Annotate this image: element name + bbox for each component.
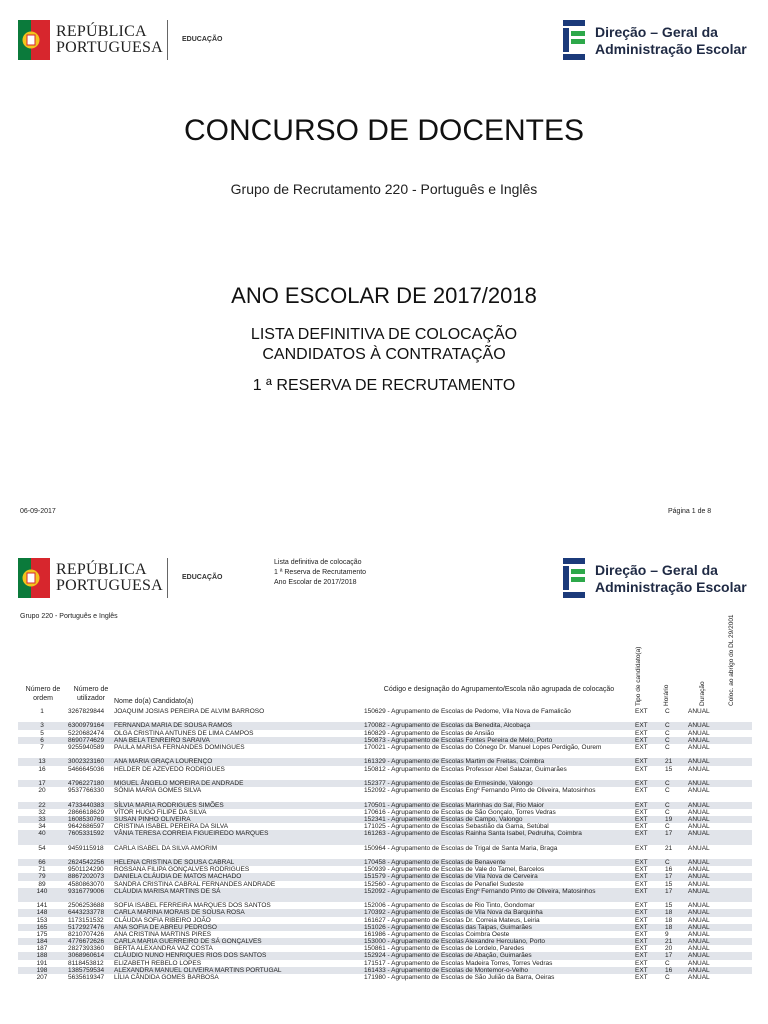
escola-cell: 170392 - Agrupamento de Escolas de Vila Nova da Barquinha bbox=[364, 909, 543, 917]
duracao-cell: ANUAL bbox=[688, 844, 710, 852]
duracao-cell: ANUAL bbox=[688, 722, 710, 730]
escola-cell: 161627 - Agrupamento de Escolas Dr. Correia Mateus, Leiria bbox=[364, 916, 540, 924]
nome-cell: HELDER DE AZEVEDO RODRIGUES bbox=[114, 765, 225, 773]
tipo-cell: EXT bbox=[635, 815, 648, 823]
tipo-cell: EXT bbox=[635, 808, 648, 816]
list-title-line-2: CANDIDATOS À CONTRATAÇÃO bbox=[262, 346, 506, 363]
utilizador-cell: 3068960614 bbox=[68, 952, 105, 960]
ordem-cell: 13 bbox=[38, 758, 46, 766]
duracao-cell: ANUAL bbox=[688, 974, 710, 982]
utilizador-cell: 7605331592 bbox=[68, 830, 105, 838]
utilizador-cell: 4796227180 bbox=[68, 779, 105, 787]
tipo-cell: EXT bbox=[635, 779, 648, 787]
horario-cell: 19 bbox=[665, 815, 673, 823]
horario-cell: 18 bbox=[665, 909, 673, 917]
ordem-cell: 54 bbox=[38, 844, 46, 852]
escola-cell: 160829 - Agrupamento de Escolas de Ansião bbox=[364, 729, 495, 737]
escola-cell: 150629 - Agrupamento de Escolas de Pedome, Vila Nova de Famalicão bbox=[364, 708, 571, 715]
table-row bbox=[18, 766, 752, 780]
duracao-cell: ANUAL bbox=[688, 873, 710, 881]
duracao-cell: ANUAL bbox=[688, 938, 710, 946]
horario-cell: C bbox=[665, 779, 670, 787]
table-row bbox=[18, 809, 752, 816]
utilizador-cell: 2624542256 bbox=[68, 859, 105, 867]
duracao-cell: ANUAL bbox=[688, 859, 710, 867]
escola-cell: 152092 - Agrupamento de Escolas Engº Fernando Pinto de Oliveira, Matosinhos bbox=[364, 787, 596, 795]
ordem-cell: 188 bbox=[36, 952, 48, 960]
school-year-title: ANO ESCOLAR DE 2017/2018 bbox=[231, 283, 537, 308]
escola-cell: 152924 - Agrupamento de Escolas de Abação, Guimarães bbox=[364, 952, 532, 960]
table-row bbox=[18, 830, 752, 844]
horario-cell: 18 bbox=[665, 916, 673, 924]
escola-cell: 170616 - Agrupamento de Escolas de São Gonçalo, Torres Vedras bbox=[364, 808, 556, 816]
recruitment-group-subtitle: Grupo de Recrutamento 220 - Português e Inglês bbox=[230, 181, 538, 197]
utilizador-cell: 5172927476 bbox=[68, 923, 105, 931]
escola-cell: 152092 - Agrupamento de Escolas Engº Fernando Pinto de Oliveira, Matosinhos bbox=[364, 887, 596, 895]
tipo-cell: EXT bbox=[635, 844, 648, 852]
reserve-title: 1 ª RESERVA DE RECRUTAMENTO bbox=[252, 377, 516, 394]
dgae-text: Direção – Geral da Administração Escolar bbox=[595, 24, 747, 57]
ordem-cell: 191 bbox=[36, 959, 48, 967]
horario-cell: C bbox=[665, 736, 670, 744]
utilizador-cell: 2866618629 bbox=[68, 808, 105, 816]
ordem-cell: 3 bbox=[40, 722, 44, 730]
tipo-cell: EXT bbox=[635, 830, 648, 838]
utilizador-cell: 3267829844 bbox=[68, 708, 105, 715]
utilizador-cell: 9255940589 bbox=[68, 743, 105, 751]
page1-header bbox=[0, 12, 768, 72]
utilizador-cell: 3002323160 bbox=[68, 758, 105, 766]
ordem-cell: 40 bbox=[38, 830, 46, 838]
ordem-cell: 6 bbox=[40, 736, 44, 744]
escola-cell: 171980 - Agrupamento de Escolas de São Julião da Barra, Oeiras bbox=[364, 974, 555, 982]
duracao-cell: ANUAL bbox=[688, 815, 710, 823]
escola-cell: 150964 - Agrupamento de Escolas de Trigal de Santa Maria, Braga bbox=[364, 844, 558, 852]
table-row bbox=[18, 952, 752, 959]
nome-cell: OLGA CRISTINA ANTUNES DE LIMA CAMPOS bbox=[114, 729, 254, 737]
duracao-cell: ANUAL bbox=[688, 923, 710, 931]
utilizador-cell: 4733440383 bbox=[68, 801, 105, 809]
list-title bbox=[0, 325, 768, 365]
footer-date: 06-09-2017 bbox=[20, 508, 56, 515]
ordem-cell: 66 bbox=[38, 859, 46, 867]
republica-portuguesa-text: REPÚBLICA PORTUGUESA bbox=[56, 561, 163, 594]
utilizador-cell: 5466645036 bbox=[68, 765, 105, 773]
horario-cell: 15 bbox=[665, 902, 673, 910]
tipo-cell: EXT bbox=[635, 909, 648, 917]
horario-cell: 16 bbox=[665, 866, 673, 874]
duracao-cell: ANUAL bbox=[688, 787, 710, 795]
utilizador-cell: 6443233778 bbox=[68, 909, 105, 917]
nome-cell: SANDRA CRISTINA CABRAL FERNANDES ANDRADE bbox=[114, 880, 276, 888]
header-ordem: Número de ordem bbox=[25, 686, 61, 702]
duracao-cell: ANUAL bbox=[688, 952, 710, 960]
escola-cell: 161263 - Agrupamento de Escolas Rainha Santa Isabel, Pedrulha, Coimbra bbox=[364, 830, 582, 838]
horario-cell: C bbox=[665, 974, 670, 982]
tipo-cell: EXT bbox=[635, 736, 648, 744]
duracao-cell: ANUAL bbox=[688, 743, 710, 751]
dgae-mark-icon bbox=[563, 20, 585, 60]
utilizador-cell: 4580863070 bbox=[68, 880, 105, 888]
duracao-cell: ANUAL bbox=[688, 765, 710, 773]
table-row bbox=[18, 917, 752, 924]
logo-separator bbox=[167, 558, 168, 598]
nome-cell: FERNANDA MARIA DE SOUSA RAMOS bbox=[114, 722, 233, 730]
escola-cell: 150861 - Agrupamento de Escolas de Lordelo, Paredes bbox=[364, 945, 525, 953]
duracao-cell: ANUAL bbox=[688, 916, 710, 924]
nome-cell: ROSSANA FILIPA GONÇALVES RODRIGUES bbox=[114, 866, 250, 874]
nome-cell: ANA BELA TENREIRO SARAIVA bbox=[114, 736, 210, 744]
nome-cell: VÂNIA TERESA CORREIA FIGUEIREDO MARQUES bbox=[114, 830, 269, 838]
table-row bbox=[18, 967, 752, 974]
escola-cell: 161329 - Agrupamento de Escolas Martim de Freitas, Coimbra bbox=[364, 758, 545, 766]
header-escola: Código e designação do Agrupamento/Escola não agrupada de colocação bbox=[383, 686, 615, 693]
tipo-cell: EXT bbox=[635, 866, 648, 874]
nome-cell: SOFIA ISABEL FERREIRA MARQUES DOS SANTOS bbox=[114, 902, 271, 910]
list-title-line-1: LISTA DEFINITIVA DE COLOCAÇÃO bbox=[250, 326, 518, 343]
dgae-logo bbox=[563, 556, 753, 600]
tipo-cell: EXT bbox=[635, 923, 648, 931]
ordem-cell: 20 bbox=[38, 787, 46, 795]
table-row bbox=[18, 902, 752, 909]
escola-cell: 152006 - Agrupamento de Escolas de Rio Tinto, Gondomar bbox=[364, 902, 535, 910]
escola-cell: 150812 - Agrupamento de Escolas Professor Abel Salazar, Guimarães bbox=[364, 765, 567, 773]
duracao-cell: ANUAL bbox=[688, 779, 710, 787]
header-horario: Horário bbox=[663, 684, 670, 706]
duracao-cell: ANUAL bbox=[688, 823, 710, 831]
ordem-cell: 140 bbox=[36, 887, 48, 895]
nome-cell: ANA MARIA GRAÇA LOURENÇO bbox=[114, 758, 213, 766]
horario-cell: 15 bbox=[665, 765, 673, 773]
escola-cell: 170021 - Agrupamento de Escolas do Cónego Dr. Manuel Lopes Perdigão, Ourem bbox=[364, 743, 602, 751]
nome-cell: HELENA CRISTINA DE SOUSA CABRAL bbox=[114, 859, 235, 867]
ordem-cell: 187 bbox=[36, 945, 48, 953]
tipo-cell: EXT bbox=[635, 974, 648, 982]
utilizador-cell: 4776672626 bbox=[68, 938, 105, 946]
tipo-cell: EXT bbox=[635, 887, 648, 895]
utilizador-cell: 5220682474 bbox=[68, 729, 105, 737]
horario-cell: C bbox=[665, 808, 670, 816]
horario-cell: 21 bbox=[665, 938, 673, 946]
nome-cell: CLÁUDIA MARISA MARTINS DE SÁ bbox=[114, 887, 221, 895]
escola-cell: 150939 - Agrupamento de Escolas de Vale do Tamel, Barcelos bbox=[364, 866, 545, 874]
duracao-cell: ANUAL bbox=[688, 887, 710, 895]
nome-cell: JOAQUIM JOSIAS PEREIRA DE ALVIM BARROSO bbox=[114, 708, 265, 715]
duracao-cell: ANUAL bbox=[688, 801, 710, 809]
table-row bbox=[18, 787, 752, 801]
escola-cell: 152341 - Agrupamento de Escolas de Campo, Valongo bbox=[364, 815, 523, 823]
educacao-label: EDUCAÇÃO bbox=[182, 36, 223, 43]
escola-cell: 152377 - Agrupamento de Escolas de Ermesinde, Valongo bbox=[364, 779, 533, 787]
header-coloc: Coloc. ao abrigo do DL 29/2001 bbox=[728, 614, 735, 706]
utilizador-cell: 5635619347 bbox=[68, 974, 105, 982]
horario-cell: C bbox=[665, 859, 670, 867]
horario-cell: C bbox=[665, 743, 670, 751]
horario-cell: C bbox=[665, 708, 670, 715]
nome-cell: DANIELA CLÁUDIA DE MATOS MACHADO bbox=[114, 873, 242, 881]
horario-cell: 18 bbox=[665, 923, 673, 931]
table-row bbox=[18, 873, 752, 880]
utilizador-cell: 9537766330 bbox=[68, 787, 105, 795]
duracao-cell: ANUAL bbox=[688, 945, 710, 953]
table-row bbox=[18, 938, 752, 945]
tipo-cell: EXT bbox=[635, 787, 648, 795]
horario-cell: 21 bbox=[665, 758, 673, 766]
duracao-cell: ANUAL bbox=[688, 758, 710, 766]
escola-cell: 161986 - Agrupamento de Escolas Coimbra Oeste bbox=[364, 930, 510, 938]
portugal-emblem-icon bbox=[18, 20, 50, 60]
ordem-cell: 148 bbox=[36, 909, 48, 917]
tipo-cell: EXT bbox=[635, 952, 648, 960]
header-nome: Nome do(a) Candidato(a) bbox=[114, 698, 194, 705]
table-row bbox=[18, 816, 752, 823]
portugal-emblem-icon bbox=[18, 558, 50, 598]
utilizador-cell: 8210707426 bbox=[68, 930, 105, 938]
escola-cell: 170082 - Agrupamento de Escolas da Benedita, Alcobaça bbox=[364, 722, 531, 730]
ordem-cell: 34 bbox=[38, 823, 46, 831]
table-row bbox=[18, 730, 752, 737]
educacao-label: EDUCAÇÃO bbox=[182, 574, 223, 581]
horario-cell: C bbox=[665, 959, 670, 967]
horario-cell: C bbox=[665, 801, 670, 809]
ordem-cell: 32 bbox=[38, 808, 46, 816]
ordem-cell: 165 bbox=[36, 923, 48, 931]
tipo-cell: EXT bbox=[635, 801, 648, 809]
horario-cell: C bbox=[665, 823, 670, 831]
duracao-cell: ANUAL bbox=[688, 866, 710, 874]
tipo-cell: EXT bbox=[635, 765, 648, 773]
tipo-cell: EXT bbox=[635, 930, 648, 938]
utilizador-cell: 1385759534 bbox=[68, 966, 105, 974]
ordem-cell: 184 bbox=[36, 938, 48, 946]
republica-portuguesa-logo bbox=[18, 556, 168, 600]
duracao-cell: ANUAL bbox=[688, 959, 710, 967]
duracao-cell: ANUAL bbox=[688, 909, 710, 917]
document-info: Lista definitiva de colocação 1 ª Reserva de Recrutamento Ano Escolar de 2017/2018 bbox=[274, 559, 367, 586]
tipo-cell: EXT bbox=[635, 938, 648, 946]
nome-cell: CRISTINA ISABEL PEREIRA DA SILVA bbox=[114, 823, 229, 831]
table-row bbox=[18, 845, 752, 859]
escola-cell: 153000 - Agrupamento de Escolas Alexandre Herculano, Porto bbox=[364, 938, 546, 946]
horario-cell: C bbox=[665, 787, 670, 795]
horario-cell: C bbox=[665, 722, 670, 730]
escola-cell: 152560 - Agrupamento de Escolas de Penafiel Sudeste bbox=[364, 880, 524, 888]
group-label: Grupo 220 - Português e Inglês bbox=[20, 613, 118, 620]
dgae-logo bbox=[563, 18, 753, 62]
ordem-cell: 17 bbox=[38, 779, 46, 787]
table-row bbox=[18, 722, 752, 729]
header-utilizador: Número de utilizador bbox=[73, 686, 109, 702]
tipo-cell: EXT bbox=[635, 873, 648, 881]
footer-page-number: Página 1 de 8 bbox=[668, 508, 712, 515]
nome-cell: VÍTOR HUGO FILIPE DA SILVA bbox=[114, 808, 207, 816]
utilizador-cell: 9316779006 bbox=[68, 887, 105, 895]
header-duracao: Duração bbox=[699, 681, 706, 706]
utilizador-cell: 9642686597 bbox=[68, 823, 105, 831]
candidates-table bbox=[18, 708, 752, 981]
dgae-mark-icon bbox=[563, 558, 585, 598]
republica-portuguesa-text: REPÚBLICA PORTUGUESA bbox=[56, 23, 163, 56]
logo-separator bbox=[167, 20, 168, 60]
ordem-cell: 141 bbox=[36, 902, 48, 910]
table-row bbox=[18, 758, 752, 765]
tipo-cell: EXT bbox=[635, 902, 648, 910]
table-row bbox=[18, 881, 752, 888]
nome-cell: CLÁUDIO NUNO HENRIQUES RIOS DOS SANTOS bbox=[114, 952, 267, 960]
duracao-cell: ANUAL bbox=[688, 808, 710, 816]
utilizador-cell: 8690774629 bbox=[68, 736, 105, 744]
nome-cell: SÍLVIA MARIA RODRIGUES SIMÕES bbox=[114, 801, 224, 809]
escola-cell: 171025 - Agrupamento de Escolas Sebastião da Gama, Setúbal bbox=[364, 823, 549, 831]
table-row bbox=[18, 974, 752, 981]
nome-cell: CARLA MARINA MORAIS DE SOUSA ROSA bbox=[114, 909, 245, 917]
duracao-cell: ANUAL bbox=[688, 880, 710, 888]
table-row bbox=[18, 708, 752, 722]
nome-cell: ELIZABETH REBELO LOPES bbox=[114, 959, 202, 967]
horario-cell: 17 bbox=[665, 952, 673, 960]
ordem-cell: 89 bbox=[38, 880, 46, 888]
utilizador-cell: 2506253688 bbox=[68, 902, 105, 910]
horario-cell: 17 bbox=[665, 887, 673, 895]
ordem-cell: 79 bbox=[38, 873, 46, 881]
horario-cell: 17 bbox=[665, 873, 673, 881]
duracao-cell: ANUAL bbox=[688, 966, 710, 974]
escola-cell: 161433 - Agrupamento de Escolas de Montemor-o-Velho bbox=[364, 966, 529, 974]
ordem-cell: 5 bbox=[40, 729, 44, 737]
duracao-cell: ANUAL bbox=[688, 902, 710, 910]
utilizador-cell: 1608530760 bbox=[68, 815, 105, 823]
republica-portuguesa-logo bbox=[18, 18, 168, 62]
tipo-cell: EXT bbox=[635, 945, 648, 953]
table-row bbox=[18, 960, 752, 967]
nome-cell: ALEXANDRA MANUEL OLIVEIRA MARTINS PORTUGAL bbox=[114, 966, 282, 974]
utilizador-cell: 8118453812 bbox=[68, 959, 104, 967]
tipo-cell: EXT bbox=[635, 959, 648, 967]
ordem-cell: 16 bbox=[38, 765, 46, 773]
utilizador-cell: 6300979164 bbox=[68, 722, 105, 730]
horario-cell: 15 bbox=[665, 880, 673, 888]
nome-cell: ANA SOFIA DE ABREU PEDROSO bbox=[114, 923, 217, 931]
escola-cell: 171517 - Agrupamento de Escolas Madeira Torres, Torres Vedras bbox=[364, 959, 553, 967]
nome-cell: SUSAN PINHO OLIVEIRA bbox=[114, 815, 191, 823]
tipo-cell: EXT bbox=[635, 916, 648, 924]
nome-cell: BERTA ALEXANDRA VAZ COSTA bbox=[114, 945, 213, 953]
nome-cell: PAULA MARISA FERNANDES DOMINGUES bbox=[114, 743, 245, 751]
tipo-cell: EXT bbox=[635, 880, 648, 888]
tipo-cell: EXT bbox=[635, 758, 648, 766]
ordem-cell: 7 bbox=[40, 743, 44, 751]
horario-cell: 17 bbox=[665, 830, 673, 838]
nome-cell: CLÁUDIA SOFIA RIBEIRO JOÃO bbox=[114, 916, 211, 924]
tipo-cell: EXT bbox=[635, 729, 648, 737]
tipo-cell: EXT bbox=[635, 708, 648, 715]
table-row bbox=[18, 888, 752, 902]
table-row bbox=[18, 924, 752, 931]
nome-cell: CARLA ISABEL DA SILVA AMORIM bbox=[114, 844, 218, 852]
escola-cell: 170501 - Agrupamento de Escolas Marinhas do Sal, Rio Maior bbox=[364, 801, 544, 809]
table-row bbox=[18, 909, 752, 916]
nome-cell: MIGUEL ÂNGELO MOREIRA DE ANDRADE bbox=[114, 779, 244, 787]
escola-cell: 151026 - Agrupamento de Escolas das Taipas, Guimarães bbox=[364, 923, 532, 931]
escola-cell: 170458 - Agrupamento de Escolas de Benavente bbox=[364, 859, 506, 867]
dgae-text: Direção – Geral da Administração Escolar bbox=[595, 562, 747, 595]
tipo-cell: EXT bbox=[635, 966, 648, 974]
horario-cell: 20 bbox=[665, 945, 673, 953]
table-row bbox=[18, 737, 752, 744]
horario-cell: 16 bbox=[665, 966, 673, 974]
page2-header bbox=[0, 550, 768, 610]
header-tipo: Tipo de candidato(a) bbox=[635, 646, 642, 706]
ordem-cell: 33 bbox=[38, 815, 46, 823]
tipo-cell: EXT bbox=[635, 722, 648, 730]
horario-cell: 21 bbox=[665, 844, 673, 852]
duracao-cell: ANUAL bbox=[688, 736, 710, 744]
duracao-cell: ANUAL bbox=[688, 708, 710, 715]
tipo-cell: EXT bbox=[635, 743, 648, 751]
ordem-cell: 22 bbox=[38, 801, 46, 809]
utilizador-cell: 9459115918 bbox=[68, 844, 104, 852]
nome-cell: CARLA MARIA GUERREIRO DE SÁ GONÇALVES bbox=[114, 938, 262, 946]
ordem-cell: 207 bbox=[36, 974, 48, 982]
table-row bbox=[18, 744, 752, 758]
horario-cell: C bbox=[665, 729, 670, 737]
duracao-cell: ANUAL bbox=[688, 830, 710, 838]
duracao-cell: ANUAL bbox=[688, 930, 710, 938]
escola-cell: 150873 - Agrupamento de Escolas Fontes Pereira de Melo, Porto bbox=[364, 736, 553, 744]
table-row bbox=[18, 802, 752, 809]
page-title: CONCURSO DE DOCENTES bbox=[183, 114, 585, 147]
ordem-cell: 198 bbox=[36, 966, 48, 974]
ordem-cell: 153 bbox=[36, 916, 48, 924]
duracao-cell: ANUAL bbox=[688, 729, 710, 737]
ordem-cell: 175 bbox=[36, 930, 48, 938]
tipo-cell: EXT bbox=[635, 859, 648, 867]
nome-cell: ANA CRISTINA MARTINS PIRES bbox=[114, 930, 212, 938]
table-row bbox=[18, 859, 752, 866]
escola-cell: 151579 - Agrupamento de Escolas de Vila Nova de Cerveira bbox=[364, 873, 538, 881]
utilizador-cell: 8867202073 bbox=[68, 873, 105, 881]
utilizador-cell: 2827393360 bbox=[68, 945, 105, 953]
nome-cell: SÓNIA MARIA GOMES SILVA bbox=[114, 787, 202, 795]
utilizador-cell: 1173151532 bbox=[68, 916, 104, 924]
utilizador-cell: 9501124290 bbox=[68, 866, 104, 874]
ordem-cell: 1 bbox=[40, 708, 44, 715]
ordem-cell: 71 bbox=[38, 866, 46, 874]
tipo-cell: EXT bbox=[635, 823, 648, 831]
nome-cell: LÍLIA CÂNDIDA GOMES BARBOSA bbox=[114, 974, 219, 982]
horario-cell: 9 bbox=[665, 930, 669, 938]
